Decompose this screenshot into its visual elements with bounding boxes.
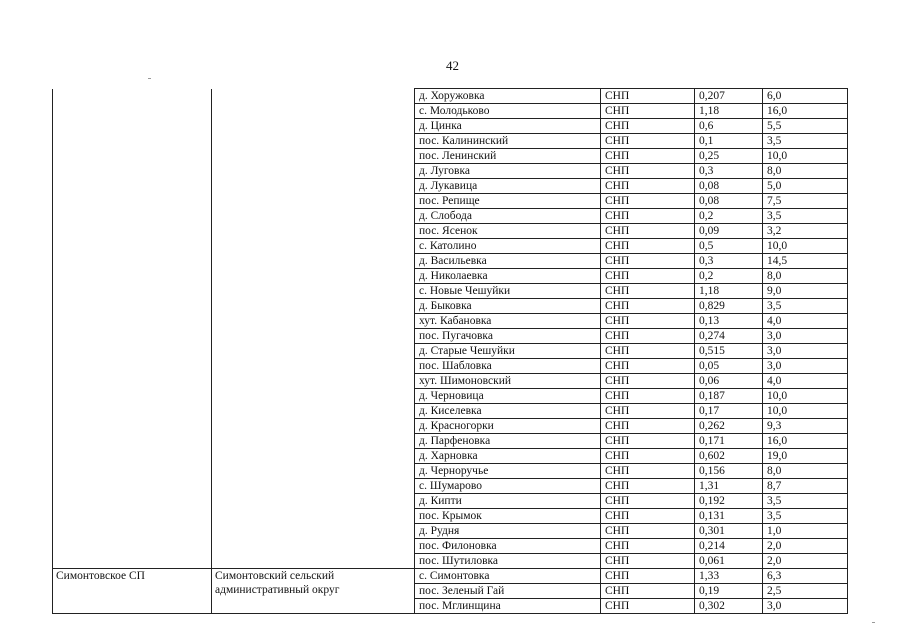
- value-cell: 1,0: [763, 524, 848, 539]
- locality-type-cell: СНП: [601, 104, 695, 119]
- page-number: 42: [446, 58, 459, 73]
- locality-name-cell: д. Кипти: [415, 494, 601, 509]
- locality-type-cell: СНП: [601, 569, 695, 584]
- locality-name-cell: с. Новые Чешуйки: [415, 284, 601, 299]
- locality-name-cell: д. Черновица: [415, 389, 601, 404]
- area-cell: 1,33: [695, 569, 763, 584]
- district-cell: [212, 134, 415, 149]
- table-row: [53, 134, 848, 149]
- value-cell: 3,5: [763, 299, 848, 314]
- settlement-cell: [53, 89, 212, 104]
- settlement-cell: [53, 179, 212, 194]
- value-cell: 6,3: [763, 569, 848, 584]
- locality-type-cell: СНП: [601, 179, 695, 194]
- locality-type-cell: СНП: [601, 374, 695, 389]
- locality-name-cell: д. Цинка: [415, 119, 601, 134]
- area-cell: 0,09: [695, 224, 763, 239]
- locality-type-cell: СНП: [601, 584, 695, 599]
- locality-type-cell: СНП: [601, 389, 695, 404]
- area-cell: 0,08: [695, 194, 763, 209]
- locality-type-cell: СНП: [601, 539, 695, 554]
- value-cell: 3,2: [763, 224, 848, 239]
- district-cell: [212, 374, 415, 389]
- locality-type-cell: СНП: [601, 329, 695, 344]
- locality-name-cell: пос. Филоновка: [415, 539, 601, 554]
- settlements-table: [52, 88, 848, 614]
- settlement-cell: [53, 119, 212, 134]
- locality-type-cell: СНП: [601, 164, 695, 179]
- table-row: [53, 344, 848, 359]
- locality-name-cell: с. Симонтовка: [415, 569, 601, 584]
- area-cell: 0,829: [695, 299, 763, 314]
- settlement-cell: [53, 209, 212, 224]
- area-cell: 0,214: [695, 539, 763, 554]
- district-cell: [212, 104, 415, 119]
- settlement-cell: [53, 149, 212, 164]
- table-row: [53, 554, 848, 569]
- locality-type-cell: СНП: [601, 239, 695, 254]
- settlement-cell: [53, 479, 212, 494]
- locality-type-cell: СНП: [601, 464, 695, 479]
- locality-type-cell: СНП: [601, 509, 695, 524]
- table-row: [53, 254, 848, 269]
- value-cell: 7,5: [763, 194, 848, 209]
- value-cell: 3,0: [763, 329, 848, 344]
- locality-name-cell: д. Парфеновка: [415, 434, 601, 449]
- locality-type-cell: СНП: [601, 434, 695, 449]
- locality-type-cell: СНП: [601, 284, 695, 299]
- table-row: [53, 119, 848, 134]
- area-cell: 0,262: [695, 419, 763, 434]
- area-cell: 0,19: [695, 584, 763, 599]
- district-cell: [212, 89, 415, 104]
- area-cell: 0,301: [695, 524, 763, 539]
- locality-name-cell: пос. Крымок: [415, 509, 601, 524]
- table-row: [53, 539, 848, 554]
- table-row: [53, 434, 848, 449]
- district-cell: [212, 554, 415, 569]
- locality-name-cell: с. Католино: [415, 239, 601, 254]
- area-cell: 0,207: [695, 89, 763, 104]
- area-cell: 0,05: [695, 359, 763, 374]
- settlement-cell: [53, 359, 212, 374]
- value-cell: 2,0: [763, 539, 848, 554]
- area-cell: 0,17: [695, 404, 763, 419]
- district-cell: [212, 284, 415, 299]
- locality-name-cell: хут. Шимоновский: [415, 374, 601, 389]
- area-cell: 0,06: [695, 374, 763, 389]
- locality-type-cell: СНП: [601, 269, 695, 284]
- locality-name-cell: д. Луговка: [415, 164, 601, 179]
- table-row: [53, 239, 848, 254]
- table-row: [53, 329, 848, 344]
- area-cell: 0,187: [695, 389, 763, 404]
- settlement-cell: [53, 419, 212, 434]
- value-cell: 16,0: [763, 434, 848, 449]
- table-row: [53, 224, 848, 239]
- value-cell: 10,0: [763, 389, 848, 404]
- area-cell: 0,25: [695, 149, 763, 164]
- district-cell: [212, 494, 415, 509]
- area-cell: 0,302: [695, 599, 763, 614]
- locality-type-cell: СНП: [601, 404, 695, 419]
- value-cell: 9,0: [763, 284, 848, 299]
- value-cell: 14,5: [763, 254, 848, 269]
- table-body: [53, 89, 848, 614]
- value-cell: 3,0: [763, 359, 848, 374]
- district-cell: [212, 164, 415, 179]
- locality-name-cell: пос. Мглинщина: [415, 599, 601, 614]
- locality-type-cell: СНП: [601, 89, 695, 104]
- table-row: [53, 104, 848, 119]
- locality-name-cell: пос. Ленинский: [415, 149, 601, 164]
- district-cell: [212, 449, 415, 464]
- table-row: [53, 419, 848, 434]
- settlement-cell: [53, 524, 212, 539]
- area-cell: 0,13: [695, 314, 763, 329]
- area-cell: 0,061: [695, 554, 763, 569]
- area-cell: 0,6: [695, 119, 763, 134]
- locality-name-cell: пос. Калининский: [415, 134, 601, 149]
- area-cell: 0,192: [695, 494, 763, 509]
- table-row: [53, 269, 848, 284]
- district-cell: [212, 389, 415, 404]
- value-cell: 8,0: [763, 269, 848, 284]
- district-cell: [212, 314, 415, 329]
- locality-type-cell: СНП: [601, 314, 695, 329]
- district-cell: [212, 434, 415, 449]
- locality-name-cell: д. Черноручье: [415, 464, 601, 479]
- locality-name-cell: д. Слобода: [415, 209, 601, 224]
- locality-name-cell: д. Старые Чешуйки: [415, 344, 601, 359]
- value-cell: 10,0: [763, 239, 848, 254]
- settlement-cell: [53, 554, 212, 569]
- district-cell: [212, 299, 415, 314]
- area-cell: 0,515: [695, 344, 763, 359]
- locality-type-cell: СНП: [601, 299, 695, 314]
- value-cell: 3,0: [763, 344, 848, 359]
- locality-name-cell: д. Лукавица: [415, 179, 601, 194]
- settlement-cell: [53, 344, 212, 359]
- value-cell: 5,0: [763, 179, 848, 194]
- settlement-cell: [53, 464, 212, 479]
- table-row: [53, 479, 848, 494]
- area-cell: 0,602: [695, 449, 763, 464]
- locality-name-cell: пос. Пугачовка: [415, 329, 601, 344]
- district-cell: [212, 344, 415, 359]
- locality-name-cell: д. Николаевка: [415, 269, 601, 284]
- value-cell: 8,0: [763, 464, 848, 479]
- district-cell: [212, 239, 415, 254]
- table-row: [53, 449, 848, 464]
- value-cell: 3,5: [763, 209, 848, 224]
- locality-name-cell: с. Молодьково: [415, 104, 601, 119]
- district-cell: [212, 509, 415, 524]
- settlement-cell: [53, 314, 212, 329]
- settlement-cell: [53, 269, 212, 284]
- settlement-cell: [53, 389, 212, 404]
- area-cell: 0,3: [695, 164, 763, 179]
- settlement-cell: [53, 449, 212, 464]
- value-cell: 8,7: [763, 479, 848, 494]
- settlement-cell: [53, 329, 212, 344]
- locality-name-cell: пос. Зеленый Гай: [415, 584, 601, 599]
- table-row: [53, 389, 848, 404]
- settlement-cell: [53, 374, 212, 389]
- scan-speck: [872, 622, 875, 623]
- district-cell: [212, 254, 415, 269]
- table-row: [53, 179, 848, 194]
- value-cell: 3,0: [763, 599, 848, 614]
- table-row: [53, 404, 848, 419]
- district-cell: [212, 209, 415, 224]
- settlement-cell: [53, 434, 212, 449]
- area-cell: 0,5: [695, 239, 763, 254]
- value-cell: 4,0: [763, 374, 848, 389]
- area-cell: 0,2: [695, 209, 763, 224]
- settlement-cell: [53, 239, 212, 254]
- locality-type-cell: СНП: [601, 479, 695, 494]
- settlement-cell: [53, 509, 212, 524]
- locality-type-cell: СНП: [601, 344, 695, 359]
- locality-type-cell: СНП: [601, 254, 695, 269]
- locality-type-cell: СНП: [601, 554, 695, 569]
- district-cell: [212, 119, 415, 134]
- value-cell: 2,0: [763, 554, 848, 569]
- value-cell: 3,5: [763, 494, 848, 509]
- district-cell: [212, 404, 415, 419]
- value-cell: 19,0: [763, 449, 848, 464]
- value-cell: 9,3: [763, 419, 848, 434]
- table-row: [53, 89, 848, 104]
- value-cell: 10,0: [763, 404, 848, 419]
- table-row: [53, 494, 848, 509]
- district-cell: [212, 479, 415, 494]
- value-cell: 10,0: [763, 149, 848, 164]
- locality-type-cell: СНП: [601, 494, 695, 509]
- locality-name-cell: д. Хоружовка: [415, 89, 601, 104]
- locality-name-cell: пос. Шутиловка: [415, 554, 601, 569]
- district-cell: [212, 194, 415, 209]
- locality-type-cell: СНП: [601, 359, 695, 374]
- district-cell: [212, 464, 415, 479]
- district-name-line-1: Симонтовский сельский: [215, 570, 335, 582]
- area-cell: 0,08: [695, 179, 763, 194]
- settlement-cell: [53, 404, 212, 419]
- value-cell: 2,5: [763, 584, 848, 599]
- locality-name-cell: д. Быковка: [415, 299, 601, 314]
- settlement-cell: [53, 254, 212, 269]
- locality-name-cell: пос. Ясенок: [415, 224, 601, 239]
- settlement-cell: [53, 284, 212, 299]
- table-row: [53, 149, 848, 164]
- value-cell: 5,5: [763, 119, 848, 134]
- table-row: [53, 509, 848, 524]
- district-cell: [212, 539, 415, 554]
- table-row: [53, 524, 848, 539]
- locality-name-cell: д. Киселевка: [415, 404, 601, 419]
- district-cell: [212, 179, 415, 194]
- locality-name-cell: пос. Шабловка: [415, 359, 601, 374]
- locality-name-cell: д. Рудня: [415, 524, 601, 539]
- locality-type-cell: СНП: [601, 194, 695, 209]
- table-row: [53, 299, 848, 314]
- locality-type-cell: СНП: [601, 149, 695, 164]
- value-cell: 8,0: [763, 164, 848, 179]
- area-cell: 1,31: [695, 479, 763, 494]
- area-cell: 1,18: [695, 104, 763, 119]
- value-cell: 16,0: [763, 104, 848, 119]
- district-cell: [212, 329, 415, 344]
- district-cell: [212, 419, 415, 434]
- settlement-cell: [53, 134, 212, 149]
- district-name-line-2: административный округ: [215, 584, 340, 596]
- locality-name-cell: пос. Репище: [415, 194, 601, 209]
- table-row: [53, 359, 848, 374]
- locality-type-cell: СНП: [601, 209, 695, 224]
- locality-type-cell: СНП: [601, 449, 695, 464]
- locality-name-cell: с. Шумарово: [415, 479, 601, 494]
- value-cell: 6,0: [763, 89, 848, 104]
- settlement-cell: [53, 494, 212, 509]
- area-cell: 0,1: [695, 134, 763, 149]
- district-cell: [212, 149, 415, 164]
- locality-type-cell: СНП: [601, 119, 695, 134]
- settlement-name-cell: Симонтовское СП: [53, 569, 212, 614]
- locality-type-cell: СНП: [601, 224, 695, 239]
- district-cell: [212, 359, 415, 374]
- table-row: [53, 569, 848, 584]
- area-cell: 0,131: [695, 509, 763, 524]
- district-cell: [212, 224, 415, 239]
- area-cell: 1,18: [695, 284, 763, 299]
- area-cell: 0,156: [695, 464, 763, 479]
- settlement-cell: [53, 194, 212, 209]
- table-row: [53, 464, 848, 479]
- district-cell: [212, 269, 415, 284]
- table-row: [53, 374, 848, 389]
- district-name-cell: [212, 569, 415, 614]
- locality-name-cell: д. Красногорки: [415, 419, 601, 434]
- value-cell: 3,5: [763, 134, 848, 149]
- locality-name-cell: д. Васильевка: [415, 254, 601, 269]
- table-row: [53, 194, 848, 209]
- value-cell: 4,0: [763, 314, 848, 329]
- locality-type-cell: СНП: [601, 599, 695, 614]
- table-row: [53, 314, 848, 329]
- settlement-cell: [53, 104, 212, 119]
- settlement-cell: [53, 164, 212, 179]
- area-cell: 0,171: [695, 434, 763, 449]
- locality-type-cell: СНП: [601, 524, 695, 539]
- locality-name-cell: хут. Кабановка: [415, 314, 601, 329]
- table-row: [53, 284, 848, 299]
- settlement-cell: [53, 224, 212, 239]
- locality-name-cell: д. Харновка: [415, 449, 601, 464]
- settlement-cell: [53, 299, 212, 314]
- area-cell: 0,274: [695, 329, 763, 344]
- locality-type-cell: СНП: [601, 134, 695, 149]
- value-cell: 3,5: [763, 509, 848, 524]
- settlement-cell: [53, 539, 212, 554]
- area-cell: 0,3: [695, 254, 763, 269]
- scan-speck: [148, 78, 151, 79]
- locality-type-cell: СНП: [601, 419, 695, 434]
- district-cell: [212, 524, 415, 539]
- table-row: [53, 209, 848, 224]
- area-cell: 0,2: [695, 269, 763, 284]
- table-row: [53, 164, 848, 179]
